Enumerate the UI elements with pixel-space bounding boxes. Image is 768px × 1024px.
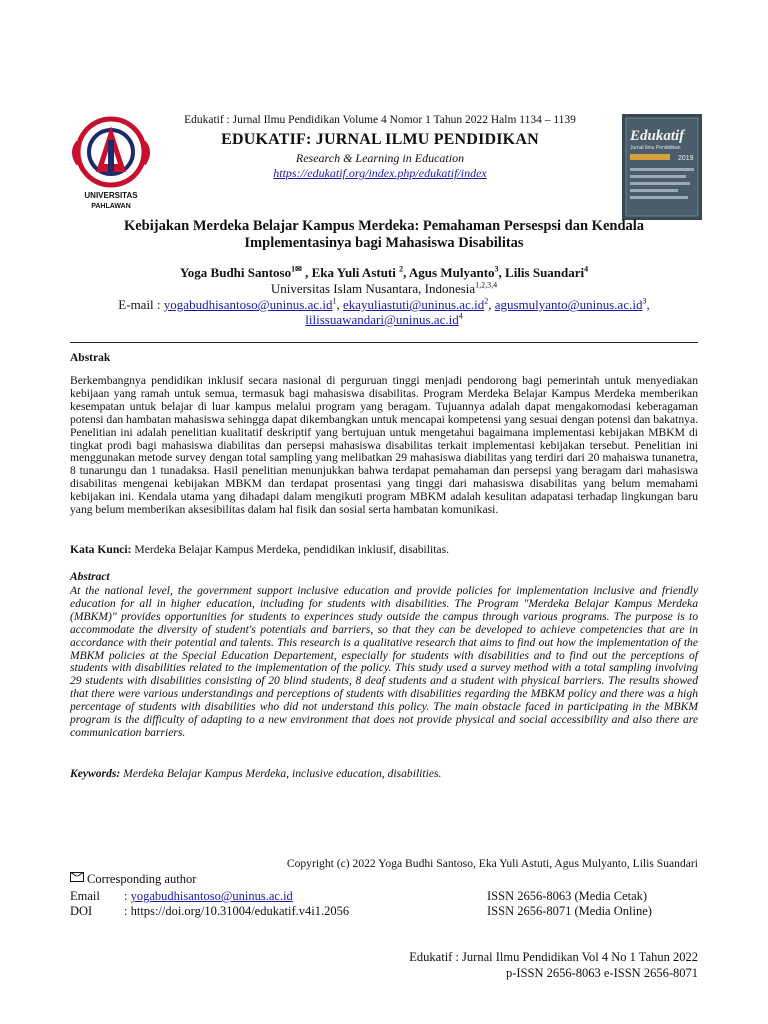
- email-label: E-mail :: [118, 297, 161, 312]
- affiliation-sup: 1,2,3,4: [475, 280, 498, 290]
- footer-issn-line: p-ISSN 2656-8063 e-ISSN 2656-8071: [505, 966, 698, 980]
- author-name: Lilis Suandari: [505, 265, 585, 280]
- author-sup: 1✉: [291, 264, 302, 274]
- keywords: [70, 767, 698, 780]
- journal-url-wrap: [150, 166, 610, 181]
- footer-doi-label: DOI: [70, 904, 93, 918]
- logo-text-2: PAHLAWAN: [91, 203, 131, 210]
- journal-name: EDUKATIF: JURNAL ILMU PENDIDIKAN: [221, 131, 539, 148]
- affiliation: [80, 281, 688, 297]
- footer-journal-line: Edukatif : Jurnal Ilmu Pendidikan Vol 4 No 1 Tahun 2022: [409, 950, 698, 964]
- kata-kunci-text: Merdeka Belajar Kampus Merdeka, pendidikan inklusif, disabilitas.: [134, 543, 449, 556]
- footer-email-label: Email: [70, 889, 100, 903]
- email-link[interactable]: agusmulyanto@uninus.ac.id: [494, 297, 643, 312]
- email-list: E-mail : $yogabudhisantoso@uninus.ac.id^1$, $ekayuliastuti@uninus.ac.id^2$, $agusmulyanto@uninus.ac.id^3$, $lilissuawandari@uninus.ac.id^4$: [118, 296, 650, 327]
- footer-doi: : https://doi.org/10.31004/edukatif.v4i1.2056: [124, 904, 350, 918]
- keywords-label: Keywords:: [70, 767, 121, 780]
- abstrak-body: Berkembangnya pendidikan inklusif secara nasional di perguruan tinggi menjadi pendorong bagi pemerintah untuk menyediakan kebijaan yang ramah untuk semua, termasuk bagi mahasiswa disabilitas. Program Merdeka Belajar Kampus Merdeka memberikan kesempatan untuk belajar di luar kampus melalui program yang beragam. Tujuannya adalah dapat mengakomodasi keberagaman potensi dan hambatan mahasiswa sehingga dapat dikembangkan untuk mencapai kompetensi yang sesuai dengan potensi dan bakatnya. Penelitian ini adalah penelitian kualitatif deskriptif yang bertujuan untuk mengetahui bagaimana implementasi kebijakan MBKM di tingkat prodi bagi mahasiswa diabilitas dan persepsi mahasiswa disabilitas terkait implementasi kebijakan tersebut. Penelitian ini menggunakan metode survey dengan total sampling yang melibatkan 29 mahasiswa diabilitas yang terdiri dari 20 mahaiswa tunanetra, 8 tunarungu dan 1 tunadaksa. Hasil penelitian menunjukkan bahwa terdapat pemahaman dan persepsi yang beragam dari mahasiswa disabilitas mengenai kebijakan MBKM dan terdapat prosentasi yang tinggi dari mahasiswa disabilitas yang belum memahami kebijakan ini. Kendala utama yang dihadapi dalam mengikuti program MBKM adalah kesulitan adapatasi terhadap lingkungan baru yang belum memberikan aksesibilitas dalam hal fisik dan sosial serta hambatan komunikasi.: [70, 374, 698, 517]
- envelope-icon: [70, 872, 84, 882]
- issn-print: ISSN 2656-8063 (Media Cetak): [487, 889, 648, 903]
- cover-title: Edukatif: [630, 128, 685, 144]
- abstract-body: At the national level, the government support inclusive education and provide policies for implementation inclusive and friendly education for all in higher education, including for students with disabilities. The Program "Merdeka Belajar Kampus Merdeka (MBKM)" provides opportunities for students to experinces study outside the campus through various programs. The purpose is to accommodate the diversity of student's potentials and barriers, so that they can be developed to achieve competencies that are in accordance with their potential and talents. This research is a qualitative research that aims to find out how the implementation of the MBKM policies at the Special Education Departement, especially for students with disabilities and to find out the perceptions of students with disabilities related to the implementation of the policy. This study used a survey method with a total sampling involving 29 students with disabilities consisting of 20 blind students, 8 deaf students and a student with physical barriers. The results showed that there were various understandings and perceptions of students with disabilities regarding the MBKM policy and there was a high percentage of students with disabilities who did not understand this policy. The main obstacle faced in participating in the MBKM program is the difficulty of adapting to a new environment that does not provide physical and social accessibility and also there are communication barriers.: [70, 584, 698, 739]
- university-logo: [66, 112, 156, 216]
- divider-top: [70, 342, 698, 343]
- journal-url-link[interactable]: https://edukatif.org/index.php/edukatif/index: [273, 166, 487, 180]
- affiliation-text: Universitas Islam Nusantara, Indonesia: [270, 281, 476, 296]
- email-sup: 3: [642, 296, 647, 306]
- journal-subtitle: Research & Learning in Education: [295, 151, 465, 165]
- keywords-text: Merdeka Belajar Kampus Merdeka, inclusive education, disabilities.: [123, 767, 442, 780]
- header-citation: Edukatif : Jurnal Ilmu Pendidikan Volume 4 Nomor 1 Tahun 2022 Halm 1134 – 1139: [184, 114, 576, 126]
- article-title: Kebijakan Merdeka Belajar Kampus Merdeka: Pemahaman Persespsi dan Kendala Implementasinya bagi Mahasiswa Disabilitas: [123, 218, 645, 251]
- kata-kunci: [70, 543, 698, 556]
- kata-kunci-label: Kata Kunci:: [70, 543, 132, 556]
- author-sup: 3: [494, 264, 499, 274]
- corresponding-author: [70, 872, 196, 887]
- corresponding-label: Corresponding author: [87, 872, 197, 886]
- author-name: Yoga Budhi Santoso: [179, 265, 292, 280]
- author-sup: 4: [584, 264, 589, 274]
- author-list: Yoga Budhi Santoso$^{1✉}$ , Eka Yuli Astuti $^2$, Agus Mulyanto$^3$, Lilis Suandari$^4$: [179, 264, 589, 280]
- author-name: Agus Mulyanto: [408, 265, 495, 280]
- footer-email-link[interactable]: yogabudhisantoso@uninus.ac.id: [130, 889, 293, 903]
- copyright-line: Copyright (c) 2022 Yoga Budhi Santoso, Eka Yuli Astuti, Agus Mulyanto, Lilis Suandari: [286, 857, 698, 870]
- abstract-heading: Abstract: [70, 571, 110, 583]
- email-sup: 4: [458, 311, 463, 321]
- email-link[interactable]: lilissuawandari@uninus.ac.id: [305, 312, 459, 327]
- journal-cover-image: [622, 114, 702, 220]
- email-sup: 2: [484, 296, 489, 306]
- cover-year: 2019: [678, 155, 694, 162]
- abstrak-heading: Abstrak: [70, 352, 111, 364]
- issn-online: ISSN 2656-8071 (Media Online): [487, 904, 652, 918]
- author-sup: 2: [399, 264, 404, 274]
- logo-text-1: UNIVERSITAS: [84, 191, 138, 200]
- footer-email: : yogabudhisantoso@uninus.ac.id: [124, 889, 293, 903]
- author-name: Eka Yuli Astuti: [311, 265, 396, 280]
- email-link[interactable]: ekayuliastuti@uninus.ac.id: [342, 297, 485, 312]
- email-link[interactable]: yogabudhisantoso@uninus.ac.id: [163, 297, 333, 312]
- email-sup: 1: [332, 296, 337, 306]
- cover-subtitle: Jurnal Ilmu Pendidikan: [630, 145, 681, 151]
